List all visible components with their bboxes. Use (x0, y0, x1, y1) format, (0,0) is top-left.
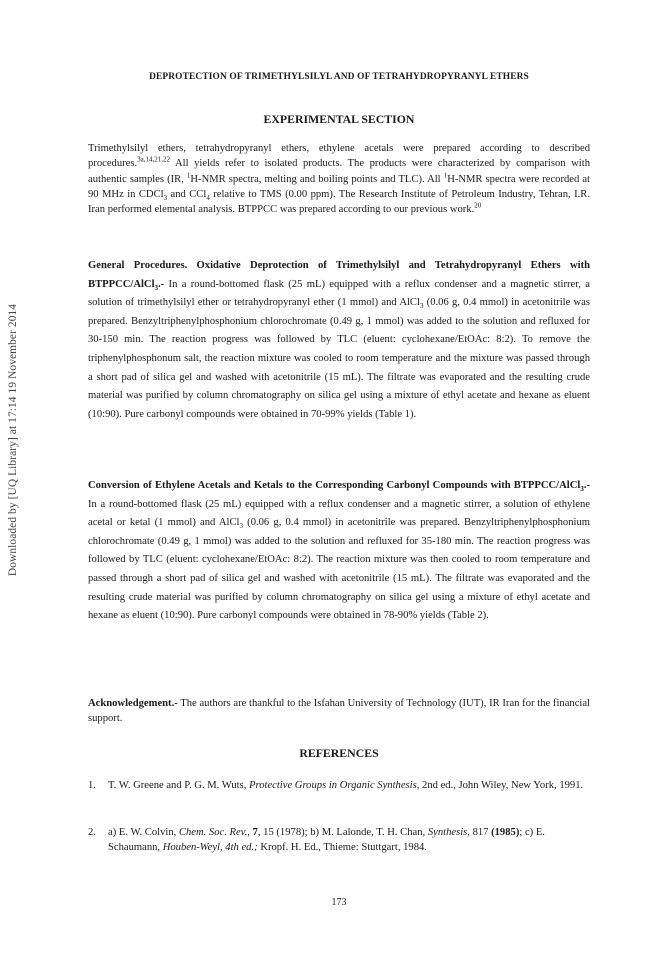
page-number: 173 (331, 897, 347, 908)
general-procedures-paragraph: General Procedures. Oxidative Deprotection of Trimethylsilyl and Tetrahydropyranyl Ethers with BTPPCC/AlCl$_3$.- In a round-bottomed flask (25 mL) equipped with a reflux condenser and a magnetic stirrer, a solution of trimethylsilyl ether or tetrahydropyranyl ether (1 mmol) and AlCl$_3$ (0.06 g, 0.4 mmol) in acetonitrile was prepared. Benzyltriphenylphosphonium chlorochromate (0.49 g, 1 mmol) was added to the solution and refluxed for 30-150 min. The reaction progress was followed by TLC (eluent: cyclohexane/EtOAc: 8:2). To remove the triphenylphosphonum salt, the reaction mixture was cooled to room temperature and the mixture was passed through a short pad of silica gel and washed with acetonitrile (15 mL). The filtrate was evaporated and the resulting crude material was purified by column chromatography on silica gel using a mixture of ethyl acetate and hexane as eluent (10:90). Pure carbonyl compounds were obtained in 70-99% yields (Table 1). (88, 260, 590, 420)
acknowledgement-paragraph: Acknowledgement.- The authors are thankful to the Isfahan University of Technology (IUT), IR Iran for the financial support. (88, 698, 590, 725)
reference-item (88, 825, 590, 856)
experimental-intro-paragraph: Trimethylsilyl ethers, tetrahydropyranyl ethers, ethylene acetals were prepared according to described procedures.$^{3a,14,21,22}$ All yields refer to isolated products. The products were characterized by comparison with authentic samples (IR, $^1$H-NMR spectra, melting and boiling points and TLC). All $^1$H-NMR spectra were recorded at 90 MHz in CDCl$_3$ and CCl$_4$ relative to TMS (0.00 ppm). The Research Institute of Petroleum Industry, Tehran, I.R. Iran performed elemental analysis. BTPPCC was prepared according to our previous work.$^{20}$ (88, 143, 591, 216)
general-procedures-title: General Procedures. Oxidative Deprotection of Trimethylsilyl and Tetrahydropyranyl Ethers with BTPPCC/AlCl$_3$.- (88, 260, 590, 292)
reference-number: 2. (88, 827, 96, 838)
download-stamp (6, 260, 20, 620)
experimental-heading: EXPERIMENTAL SECTION (263, 112, 415, 126)
reference-item (88, 778, 590, 793)
conversion-paragraph: Conversion of Ethylene Acetals and Ketals to the Corresponding Carbonyl Compounds with BTPPCC/AlCl$_3$.- In a round-bottomed flask (25 mL) equipped with a reflux condenser and a magnetic stirrer, a solution of ethylene acetal or ketal (1 mmol) and AlCl$_3$ (0.06 g, 0.4 mmol) in acetonitrile was prepared. Benzyltriphenylphosphonium chlorochromate (0.49 g, 1 mmol) was added to the solution and refluxed for 35-180 min. The reaction progress was followed by TLC (eluent: cyclohexane/EtOAc: 8:2). The reaction mixture was then cooled to room temperature and passed through a short pad of silica gel and washed with acetonitrile (15 mL). The filtrate was evaporated and the resulting crude material was purified by column chromatography on silica gel using a mixture of ethyl acetate and hexane as eluent (10:90). Pure carbonyl compounds were obtained in 78-90% yields (Table 2). (88, 480, 590, 622)
conversion-title: Conversion of Ethylene Acetals and Ketals to the Corresponding Carbonyl Compounds with BTPPCC/AlCl$_3$.- (88, 480, 590, 494)
running-head: DEPROTECTION OF TRIMETHYLSILYL AND OF TETRAHYDROPYRANYL ETHERS (149, 72, 529, 82)
references-heading: REFERENCES (299, 746, 379, 760)
download-stamp-text: Downloaded by [UQ Library] at 17:14 19 November 2014 (7, 303, 19, 577)
reference-text: a) E. W. Colvin, Chem. Soc. Rev., 7, 15 (1978); b) M. Lalonde, T. H. Chan, Synthesis, 817 (1985); c) E. Schaumann, Houben-Weyl, 4th ed.; Kropf. H. Ed., Thieme: Stuttgart, 1984. (108, 827, 545, 854)
reference-number: 1. (88, 780, 96, 791)
reference-text: T. W. Greene and P. G. M. Wuts, Protective Groups in Organic Synthesis, 2nd ed., John Wiley, New York, 1991. (108, 780, 584, 791)
acknowledgement-label: Acknowledgement.- (88, 698, 178, 709)
